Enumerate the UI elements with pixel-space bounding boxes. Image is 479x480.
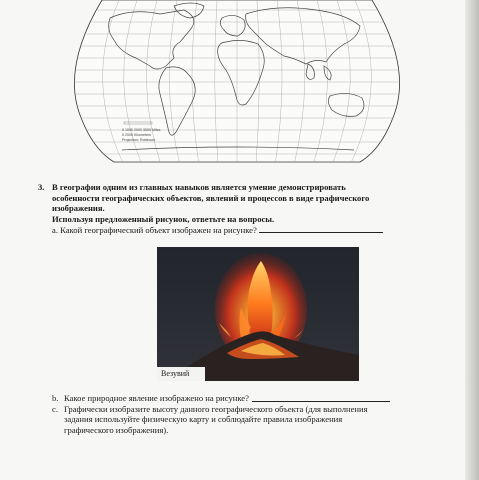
answer-a-blank[interactable] <box>259 224 383 233</box>
volcano-photo <box>157 247 359 381</box>
question-c-label: c. <box>52 403 58 414</box>
question-a-text: Какой географический объект изображен на рисунке? <box>60 225 257 236</box>
world-outline-map <box>62 0 412 165</box>
page-edge-shadow <box>465 0 479 480</box>
photo-caption: Везувий <box>157 367 205 381</box>
question-3 <box>38 182 448 236</box>
question-b-label: b. <box>52 393 59 403</box>
question-3-line-3: изображения. <box>52 203 105 214</box>
question-3-instruction: Используя предложенный рисунок, ответьте на вопросы. <box>52 213 275 224</box>
question-3-line-1: В географии одним из главных навыков является умение демонстрировать <box>52 182 346 192</box>
map-projection-note: Projection: Robinson <box>122 138 156 142</box>
question-c-line-2: задания используйте физическую карту и соблюдайте правила изображения <box>64 414 343 425</box>
question-a-label: a. <box>52 225 58 236</box>
eruption-illustration <box>157 247 359 381</box>
question-b <box>52 393 452 404</box>
question-c <box>52 404 452 415</box>
questions-b-c <box>52 393 452 435</box>
question-number: 3. <box>38 182 45 192</box>
map-scale-miles: 0 1000 2000 3000 Miles <box>122 128 161 132</box>
question-c-line-3: графического изображения). <box>64 424 169 435</box>
question-a <box>52 224 448 236</box>
question-c-line-1: Графически изобразите высоту данного географического объекта (для выполнения <box>64 403 368 414</box>
question-3-line-2: особенности географических объектов, явлений и процессов в виде графического <box>52 192 370 203</box>
map-scale-km: 0 2000 Kilometers <box>122 133 151 137</box>
answer-b-blank[interactable] <box>252 393 390 402</box>
question-b-text: Какое природное явление изображено на рисунке? <box>64 393 249 403</box>
